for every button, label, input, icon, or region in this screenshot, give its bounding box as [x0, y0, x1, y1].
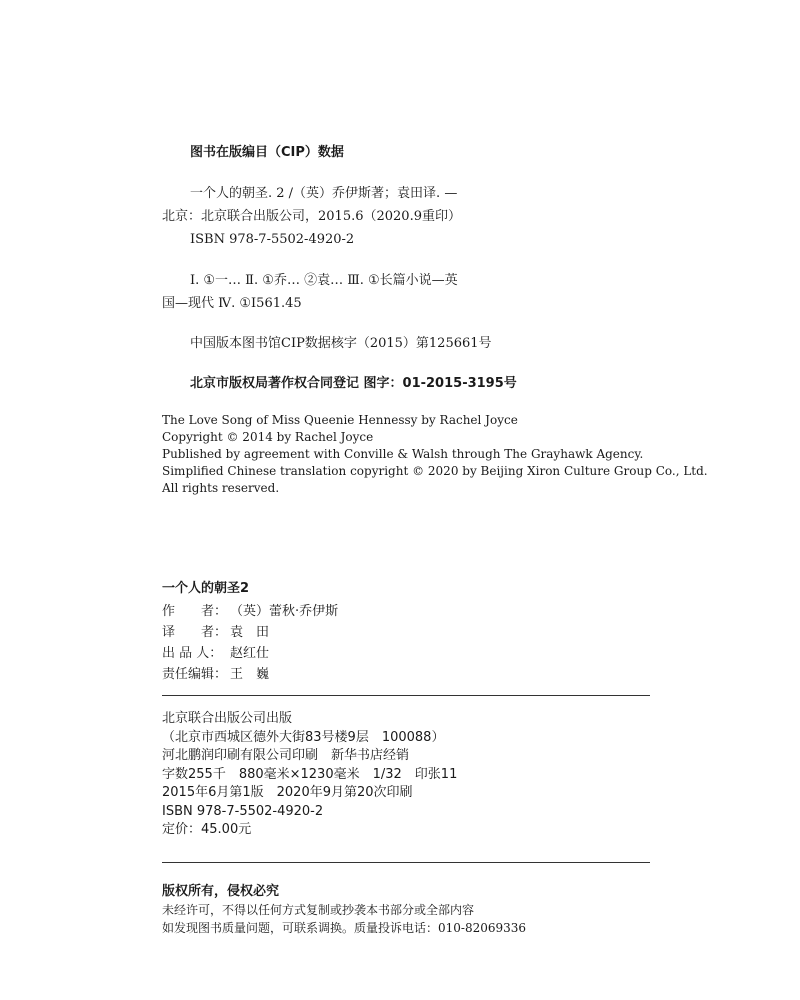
credit-row-translator	[162, 623, 662, 643]
divider	[162, 862, 650, 863]
rights-notice-section	[162, 883, 682, 937]
cip-class-line: 国—现代 Ⅳ. ①I561.45	[162, 296, 302, 311]
credit-label: 译 者：	[162, 625, 228, 640]
rights-title: 版权所有，侵权必究	[162, 884, 280, 899]
cip-entry	[162, 182, 710, 251]
copyright-registration: 北京市版权局著作权合同登记 图字：01-2015-3195号	[190, 376, 517, 391]
credit-label: 责任编辑：	[162, 667, 228, 682]
cip-title: 图书在版编目（CIP）数据	[190, 145, 344, 160]
publisher: 北京联合出版公司出版	[162, 711, 293, 726]
credit-row-author	[162, 602, 662, 622]
book-specs: 字数255千 880毫米×1230毫米 1/32 印张11	[162, 766, 458, 782]
credit-label: 作 者：	[162, 604, 228, 619]
cip-class-line: Ⅰ. ①一… Ⅱ. ①乔… ②袁… Ⅲ. ①长篇小说—英	[190, 273, 458, 288]
credit-row-producer	[162, 644, 662, 664]
publication-info-section	[162, 710, 662, 840]
price: 定价：45.00元	[162, 822, 252, 837]
credit-value: （英）蕾秋·乔伊斯	[230, 604, 339, 619]
translation-copyright: Simplified Chinese translation copyright © 2020 by Beijing Xiron Culture Group Co., Ltd.	[162, 464, 708, 478]
divider	[162, 695, 650, 696]
original-copyright: Copyright © 2014 by Rachel Joyce	[162, 430, 374, 444]
credit-row-editor	[162, 665, 662, 685]
publisher-address: （北京市西城区德外大街83号楼9层 100088）	[162, 729, 445, 745]
credit-label: 出 品 人：	[162, 646, 223, 661]
isbn: ISBN 978-7-5502-4920-2	[162, 803, 324, 819]
cip-entry-line: 一个人的朝圣. 2 /（英）乔伊斯著；袁田译. —	[190, 186, 458, 201]
credit-value: 赵红仕	[230, 646, 270, 661]
agreement-statement: Published by agreement with Conville & Walsh through The Grayhawk Agency.	[162, 447, 644, 461]
edition-info: 2015年6月第1版 2020年9月第20次印刷	[162, 785, 413, 800]
credits-section	[162, 577, 662, 685]
quality-contact: 如发现图书质量问题，可联系调换。质量投诉电话：010-82069336	[162, 921, 527, 935]
book-title: 一个人的朝圣2	[162, 581, 250, 596]
rights-reserved: All rights reserved.	[162, 481, 280, 495]
cip-entry-line: 北京：北京联合出版公司，2015.6（2020.9重印）	[162, 209, 461, 224]
cip-classification	[162, 269, 710, 315]
credit-value: 王 巍	[230, 667, 270, 682]
rights-notice: 未经许可，不得以任何方式复制或抄袭本书部分或全部内容	[162, 903, 475, 917]
credit-value: 袁 田	[230, 625, 270, 640]
cip-library-number: 中国版本图书馆CIP数据核字（2015）第125661号	[190, 336, 492, 351]
printer-distributor: 河北鹏润印刷有限公司印刷 新华书店经销	[162, 748, 410, 763]
cip-isbn: ISBN 978-7-5502-4920-2	[190, 232, 355, 247]
english-copyright-section	[162, 412, 708, 497]
cip-data-section	[162, 142, 710, 395]
original-title: The Love Song of Miss Queenie Hennessy by Rachel Joyce	[162, 413, 518, 427]
